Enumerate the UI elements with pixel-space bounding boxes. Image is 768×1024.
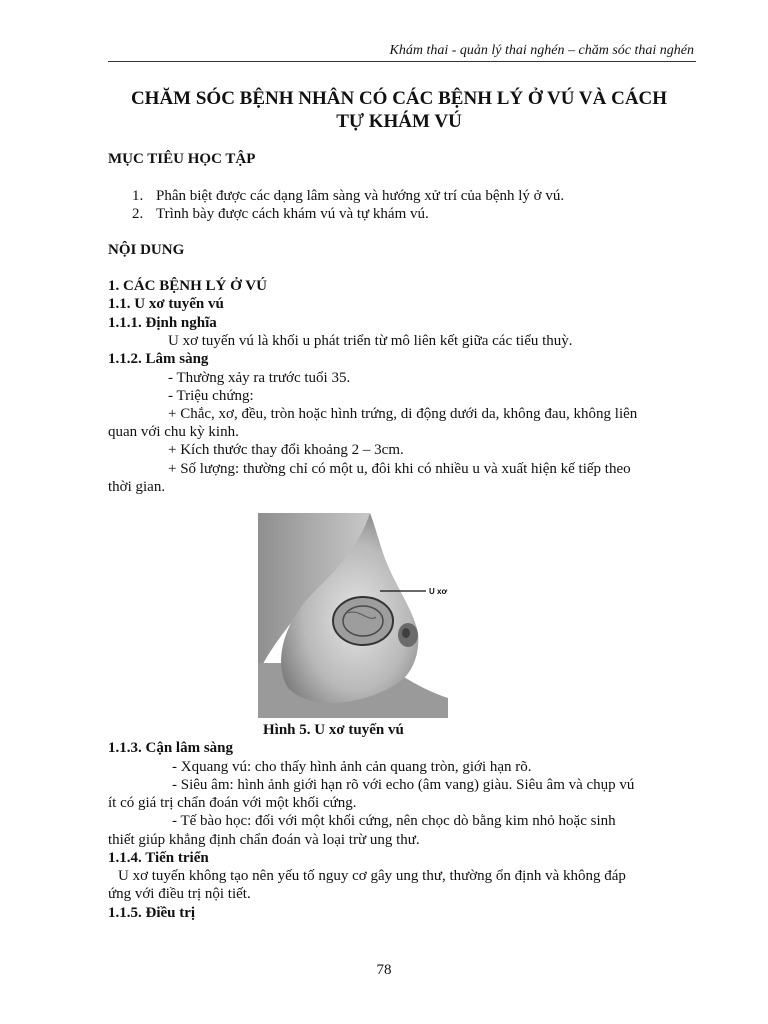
section-1-1-5-heading: 1.1.5. Điều trị	[108, 905, 196, 921]
figure-caption: Hình 5. U xơ tuyến vú	[263, 722, 404, 738]
section-1-1-heading: 1.1. U xơ tuyến vú	[108, 296, 224, 312]
section-1-1-2-heading: 1.1.2. Lâm sàng	[108, 351, 209, 367]
clinical-line-4: + Kích thước thay đổi khoảng 2 – 3cm.	[168, 442, 404, 458]
objective-2-text: Trình bày được cách khám vú và tự khám vú.	[156, 206, 429, 222]
clinical-line-5a: + Số lượng: thường chỉ có một u, đôi khi có nhiều u và xuất hiện kế tiếp theo	[168, 461, 631, 477]
section-1-1-3-heading: 1.1.3. Cận lâm sàng	[108, 740, 234, 756]
content-heading: NỘI DUNG	[108, 242, 185, 258]
clinical-line-5b: thời gian.	[108, 479, 166, 495]
clinical-line-2: - Triệu chứng:	[168, 388, 254, 404]
title-line-2: TỰ KHÁM VÚ	[336, 111, 462, 132]
figure-label: U xơ	[429, 587, 448, 596]
objectives-heading: MỤC TIÊU HỌC TẬP	[108, 151, 256, 167]
paraclinical-line-1: - Xquang vú: cho thấy hình ảnh cản quang tròn, giới hạn rõ.	[172, 759, 532, 775]
clinical-line-3a: + Chắc, xơ, đều, tròn hoặc hình trứng, di động dưới da, không đau, không liên	[168, 406, 638, 422]
objective-1-num: 1.	[132, 188, 144, 204]
paraclinical-line-3a: - Tế bào học: đối với một khối cứng, nên chọc dò bằng kim nhỏ hoặc sinh	[172, 813, 616, 829]
section-1-1-4-heading: 1.1.4. Tiến triển	[108, 850, 209, 866]
running-header: Khám thai - quản lý thai nghén – chăm sóc thai nghén	[389, 43, 694, 58]
page-number: 78	[376, 962, 392, 978]
progression-line-b: ứng với điều trị nội tiết.	[108, 886, 251, 902]
breast-illustration	[258, 513, 448, 718]
section-1-1-1-heading: 1.1.1. Định nghĩa	[108, 315, 217, 331]
paraclinical-line-2b: ít có giá trị chẩn đoán với một khối cứng.	[108, 795, 357, 811]
figure-breast-fibroadenoma	[258, 513, 448, 718]
definition-text: U xơ tuyến vú là khối u phát triển từ mô liên kết giữa các tiểu thuỳ.	[168, 333, 573, 349]
clinical-line-3b: quan với chu kỳ kinh.	[108, 424, 239, 440]
page-title	[100, 87, 698, 133]
paraclinical-line-3b: thiết giúp khẳng định chẩn đoán và loại trừ ung thư.	[108, 832, 420, 848]
section-1-heading: 1. CÁC BỆNH LÝ Ở VÚ	[108, 278, 267, 294]
fibroadenoma-mass	[333, 597, 393, 645]
progression-line-a: U xơ tuyến không tạo nên yếu tố nguy cơ gây ung thư, thường ổn định và không đáp	[118, 868, 626, 884]
header-rule	[108, 61, 696, 62]
nipple-center	[402, 628, 410, 638]
clinical-line-1: - Thường xảy ra trước tuổi 35.	[168, 370, 351, 386]
title-line-1: CHĂM SÓC BỆNH NHÂN CÓ CÁC BỆNH LÝ Ở VÚ VÀ CÁCH	[130, 88, 668, 109]
objective-2-num: 2.	[132, 206, 144, 222]
paraclinical-line-2a: - Siêu âm: hình ảnh giới hạn rõ với echo (âm vang) giàu. Siêu âm và chụp vú	[172, 777, 635, 793]
objective-1-text: Phân biệt được các dạng lâm sàng và hướng xử trí của bệnh lý ở vú.	[156, 188, 565, 204]
